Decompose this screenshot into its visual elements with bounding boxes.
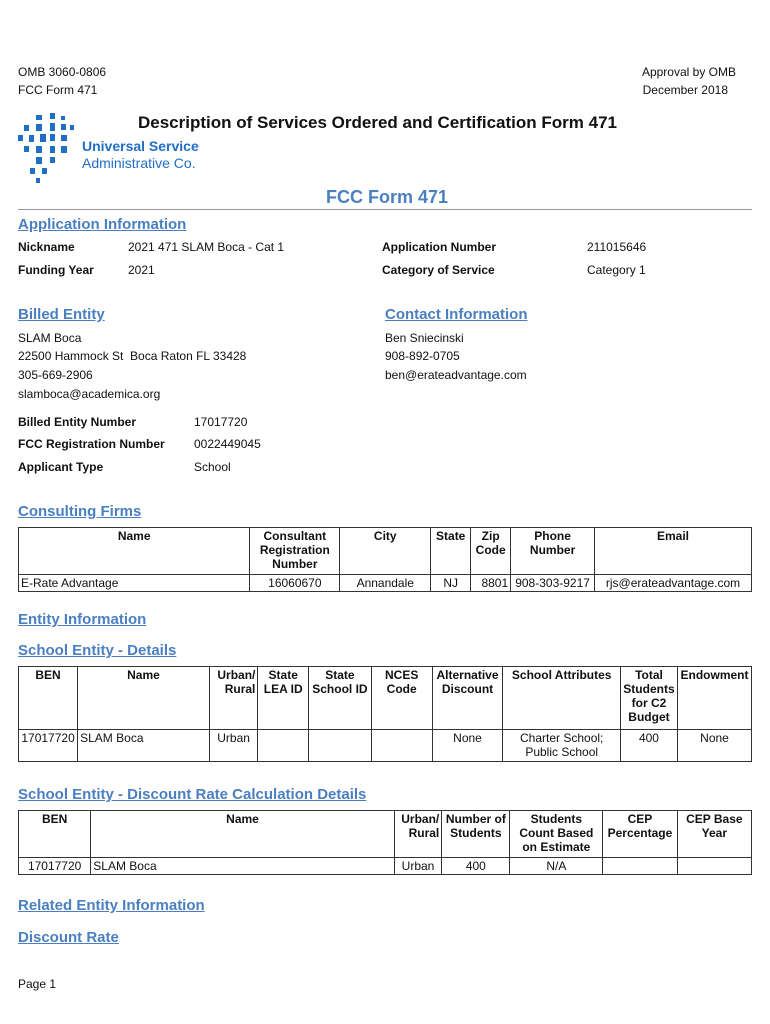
column-header: Phone Number	[511, 528, 595, 575]
table-cell: None	[678, 730, 752, 762]
column-header: BEN	[19, 667, 78, 730]
column-header: Students Count Based on Estimate	[510, 811, 603, 858]
logo-text-administrative-co: Administrative Co.	[82, 155, 196, 171]
consulting-firms-table	[18, 527, 752, 592]
funding-year-value: 2021	[128, 263, 155, 277]
ben-label: Billed Entity Number	[18, 415, 137, 429]
header-rule	[18, 209, 752, 210]
table-row	[19, 730, 752, 762]
column-header: BEN	[19, 811, 91, 858]
omb-approval: Approval by OMB	[641, 65, 736, 79]
table-cell: 8801	[471, 575, 511, 592]
discount-calc-heading: School Entity - Discount Rate Calculation Details	[18, 786, 367, 803]
table-cell	[258, 730, 309, 762]
column-header: Name	[78, 667, 210, 730]
table-cell: N/A	[510, 858, 603, 875]
discount-calc-table	[18, 810, 752, 875]
table-cell: NJ	[431, 575, 471, 592]
table-header-row	[19, 811, 752, 858]
contact-info-heading: Contact Information	[385, 306, 528, 323]
table-cell: SLAM Boca	[78, 730, 210, 762]
table-row	[19, 575, 752, 592]
billed-entity-phone: 305-669-2906	[18, 368, 93, 382]
column-header: Endowment	[678, 667, 752, 730]
related-entity-heading: Related Entity Information	[18, 897, 205, 914]
table-cell: Urban	[394, 858, 441, 875]
column-header: CEP Percentage	[603, 811, 677, 858]
table-cell: Annandale	[340, 575, 431, 592]
application-number-value: 211015646	[587, 240, 647, 254]
table-cell: 400	[620, 730, 677, 762]
table-cell: 17017720	[19, 730, 78, 762]
column-header: Name	[19, 528, 250, 575]
applicant-type-value: School	[194, 460, 231, 474]
column-header: Urban/ Rural	[209, 667, 258, 730]
table-cell: 400	[442, 858, 510, 875]
table-cell	[603, 858, 677, 875]
table-cell	[677, 858, 751, 875]
fcc-registration-value: 0022449045	[194, 437, 261, 451]
table-cell: 17017720	[19, 858, 91, 875]
column-header: Total Students for C2 Budget	[620, 667, 677, 730]
entity-info-heading: Entity Information	[18, 611, 147, 628]
column-header: Urban/ Rural	[394, 811, 441, 858]
table-cell: 908-303-9217	[511, 575, 595, 592]
logo-text-universal-service: Universal Service	[82, 138, 199, 154]
applicant-type-label: Applicant Type	[18, 460, 104, 474]
application-info-heading: Application Information	[18, 216, 187, 233]
contact-phone: 908-892-0705	[385, 349, 460, 363]
school-entity-details-heading: School Entity - Details	[18, 642, 177, 659]
billed-entity-heading: Billed Entity	[18, 306, 105, 323]
contact-name: Ben Sniecinski	[385, 331, 464, 345]
fcc-registration-label: FCC Registration Number	[18, 437, 165, 451]
ben-value: 17017720	[194, 415, 248, 429]
column-header: Name	[91, 811, 395, 858]
nickname-label: Nickname	[18, 240, 75, 254]
table-cell: Charter School; Public School	[503, 730, 620, 762]
document-title: Description of Services Ordered and Certification Form 471	[138, 113, 617, 132]
contact-email: ben@erateadvantage.com	[385, 368, 527, 382]
column-header: Number of Students	[442, 811, 510, 858]
table-cell	[371, 730, 432, 762]
billed-entity-email: slamboca@academica.org	[18, 387, 161, 401]
column-header: Consultant Registration Number	[250, 528, 340, 575]
table-header-row	[19, 667, 752, 730]
funding-year-label: Funding Year	[18, 263, 94, 277]
column-header: Email	[595, 528, 752, 575]
page-number: Page 1	[18, 977, 57, 991]
column-header: Zip Code	[471, 528, 511, 575]
column-header: Alternative Discount	[432, 667, 503, 730]
application-number-label: Application Number	[382, 240, 497, 254]
omb-date: December 2018	[642, 83, 728, 97]
school-entity-table	[18, 666, 752, 762]
table-cell: 16060670	[250, 575, 340, 592]
billed-entity-name: SLAM Boca	[18, 331, 82, 345]
nickname-value: 2021 471 SLAM Boca - Cat 1	[128, 240, 285, 254]
table-cell: E-Rate Advantage	[19, 575, 250, 592]
column-header: State	[431, 528, 471, 575]
table-row	[19, 858, 752, 875]
table-cell: None	[432, 730, 503, 762]
omb-number: OMB 3060-0806	[18, 65, 107, 79]
table-cell	[309, 730, 372, 762]
column-header: NCES Code	[371, 667, 432, 730]
consulting-firms-heading: Consulting Firms	[18, 503, 142, 520]
form-heading: FCC Form 471	[326, 187, 449, 207]
column-header: State School ID	[309, 667, 372, 730]
table-cell: Urban	[209, 730, 258, 762]
billed-entity-address: 22500 Hammock St Boca Raton FL 33428	[18, 349, 247, 363]
category-label: Category of Service	[382, 263, 495, 277]
table-cell: rjs@erateadvantage.com	[595, 575, 752, 592]
column-header: State LEA ID	[258, 667, 309, 730]
form-number: FCC Form 471	[18, 83, 98, 97]
category-value: Category 1	[587, 263, 646, 277]
column-header: School Attributes	[503, 667, 620, 730]
discount-rate-heading: Discount Rate	[18, 929, 119, 946]
column-header: City	[340, 528, 431, 575]
column-header: CEP Base Year	[677, 811, 751, 858]
table-header-row	[19, 528, 752, 575]
table-cell: SLAM Boca	[91, 858, 395, 875]
